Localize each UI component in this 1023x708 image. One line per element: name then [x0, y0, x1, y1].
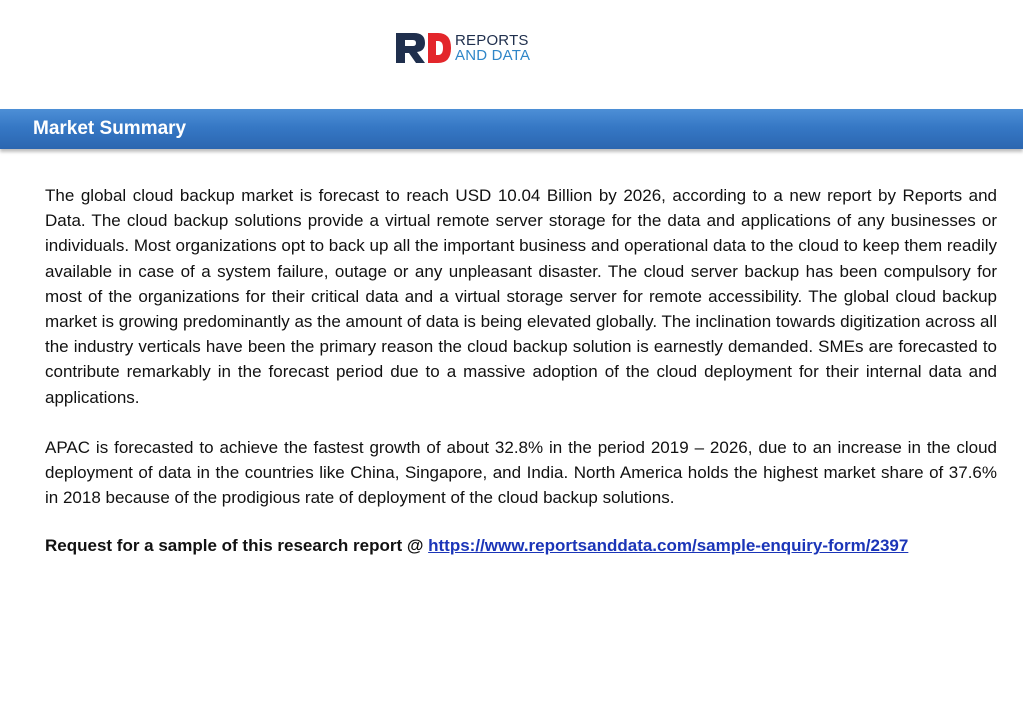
summary-paragraph-1: The global cloud backup market is forecast to reach USD 10.04 Billion by 2026, according to a new report by Reports and Data. The cloud backup solutions provide a virtual remote server storage for the data and applications of any businesses or individuals. Most organizations opt to back up all the important business and operational data to the cloud to keep them readily available in case of a system failure, outage or any unpleasant disaster. The cloud server backup has been compulsory for most of the organizations for their critical data and a virtual storage server for remote accessibility. The global cloud backup market is growing predominantly as the amount of data is being elevated globally. The inclination towards digitization across all the industry verticals have been the primary reason the cloud backup solution is earnestly demanded. SMEs are forecasted to contribute remarkably in the forecast period due to a massive adoption of the cloud deployment for their internal data and applications. — [45, 186, 997, 407]
reports-and-data-logo-icon — [395, 30, 453, 66]
section-title: Market Summary — [33, 118, 187, 139]
logo-line-1: REPORTS — [455, 32, 529, 49]
summary-paragraph-2: APAC is forecasted to achieve the fastest growth of about 32.8% in the period 2019 – 2026, due to an increase in the cloud deployment of data in the countries like China, Singapore, and India. North America holds the highest market share of 37.6% in 2018 because of the prodigious rate of deployment of the cloud backup solutions. — [45, 437, 997, 508]
sample-request-text: Request for a sample of this research report @ — [45, 536, 429, 556]
company-logo — [395, 30, 530, 66]
logo-line-2: AND DATA — [455, 47, 531, 64]
sample-request-line — [45, 533, 997, 558]
sample-request-link[interactable]: https://www.reportsanddata.com/sample-enquiry-form/2397 — [428, 536, 909, 556]
section-banner — [0, 109, 1023, 149]
market-summary-content — [45, 183, 997, 558]
